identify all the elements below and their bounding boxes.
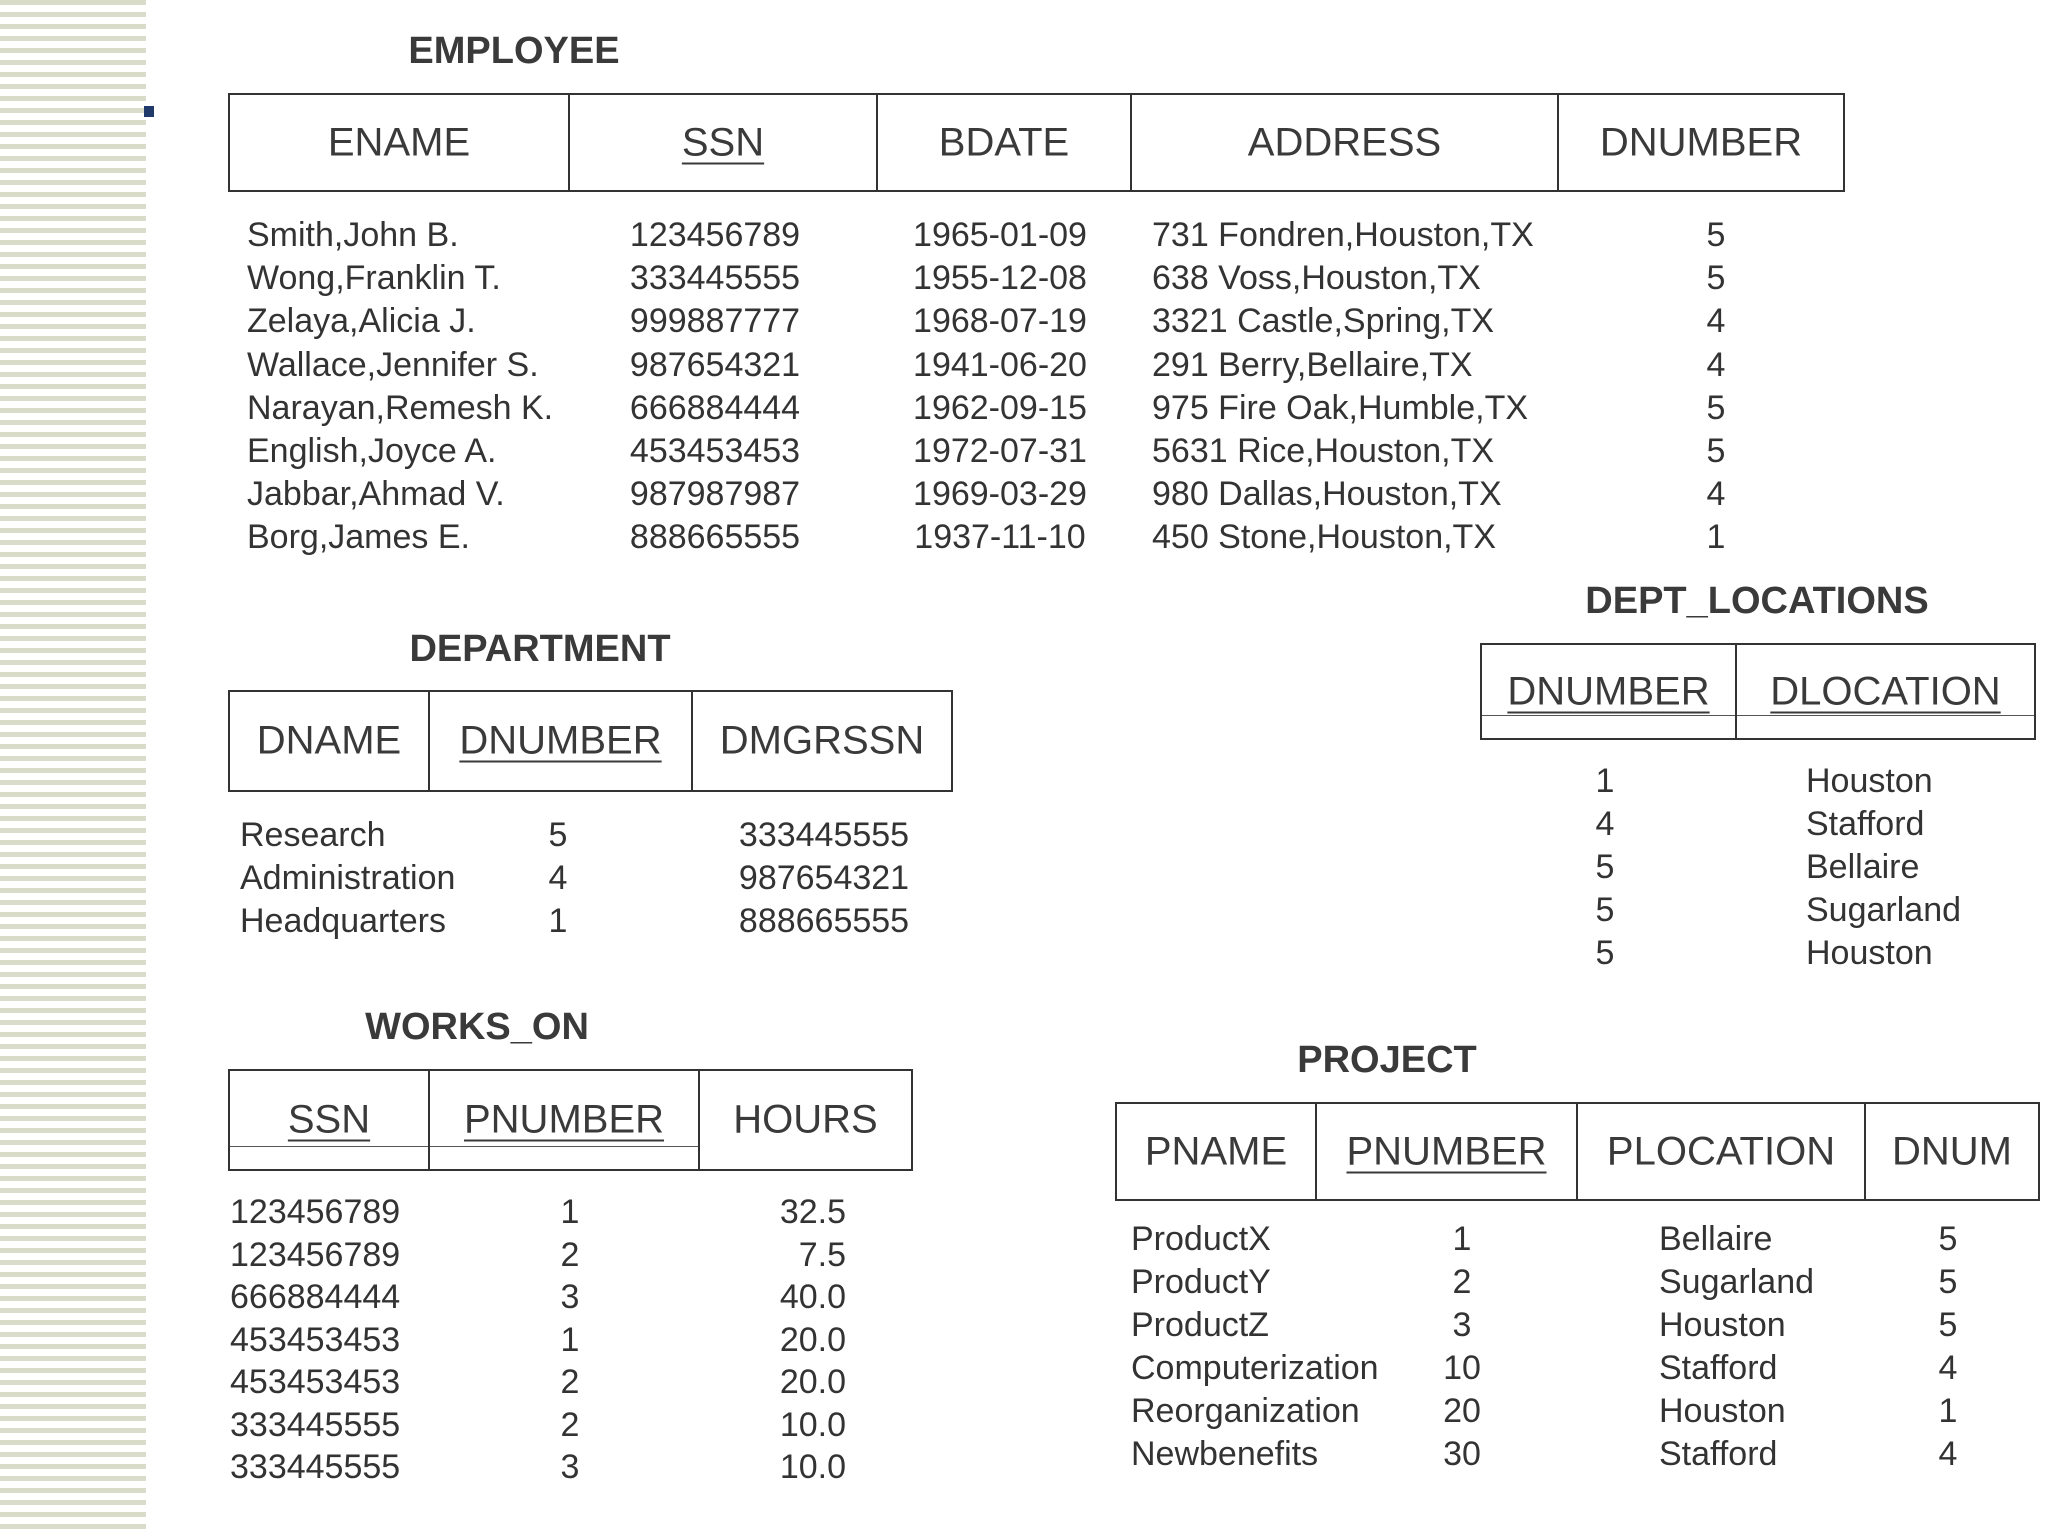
- employee-cell: Wallace,Jennifer S.: [247, 345, 539, 384]
- project-cell: 2: [1452, 1263, 1472, 1301]
- department-col-dname: DNAME: [230, 692, 430, 790]
- employee-cell: 453453453: [629, 432, 801, 470]
- dept-locations-col-dnumber: DNUMBER: [1482, 645, 1737, 738]
- employee-cell: 1941-06-20: [913, 345, 1087, 384]
- project-title: PROJECT: [1297, 1039, 1477, 1081]
- works-on-cell: 123456789: [230, 1235, 401, 1274]
- employee-title: EMPLOYEE: [408, 30, 620, 72]
- department-title: DEPARTMENT: [409, 628, 671, 670]
- project-cell: 4: [1938, 1349, 1958, 1387]
- employee-cell: 1965-01-09: [913, 216, 1087, 254]
- project-cell: ProductZ: [1131, 1306, 1269, 1344]
- employee-cell: Wong,Franklin T.: [247, 259, 501, 298]
- project-col-dnum: DNUM: [1892, 1129, 2012, 1173]
- employee-cell: 1962-09-15: [913, 388, 1087, 427]
- bullet-marker: [144, 106, 154, 117]
- project-cell: Stafford: [1659, 1349, 1778, 1387]
- employee-cell: 999887777: [629, 302, 801, 341]
- employee-cell: 1955-12-08: [913, 259, 1087, 298]
- project-cell: Bellaire: [1659, 1220, 1773, 1258]
- employee-cell: 5: [1706, 388, 1726, 427]
- project-cell: ProductX: [1131, 1220, 1271, 1258]
- decorative-stripes: [0, 0, 146, 1536]
- employee-cell: 1: [1706, 518, 1726, 557]
- works-on-cell: 2: [560, 1363, 580, 1401]
- employee-cell: 5631 Rice,Houston,TX: [1152, 432, 1495, 470]
- works-on-cell: 2: [560, 1405, 580, 1444]
- project-cell: 20: [1443, 1392, 1481, 1430]
- employee-cell: Smith,John B.: [247, 216, 459, 254]
- employee-cell: 638 Voss,Houston,TX: [1152, 259, 1481, 298]
- employee-cell: 450 Stone,Houston,TX: [1152, 518, 1497, 557]
- project-cell: Reorganization: [1131, 1392, 1360, 1430]
- project-cell: 1: [1452, 1220, 1472, 1258]
- department-header: [228, 690, 953, 792]
- employee-cell: 333445555: [629, 259, 801, 298]
- employee-cell: 980 Dallas,Houston,TX: [1152, 475, 1502, 514]
- employee-col-ssn: SSN: [570, 95, 878, 190]
- project-col-plocation: PLOCATION: [1578, 1104, 1866, 1199]
- works-on-cell: 333445555: [230, 1448, 401, 1486]
- employee-col-bdate: BDATE: [878, 95, 1132, 190]
- employee-col-dnumber: DNUMBER: [1599, 120, 1803, 164]
- department-cell: 987654321: [738, 859, 910, 897]
- employee-cell: 888665555: [629, 518, 801, 557]
- employee-cell: 731 Fondren,Houston,TX: [1152, 216, 1534, 254]
- project-col-pnumber: PNUMBER: [1317, 1104, 1578, 1199]
- employee-cell: 3321 Castle,Spring,TX: [1152, 302, 1495, 341]
- employee-cell: 4: [1706, 345, 1726, 384]
- dept-locations-col-dlocation: DLOCATION: [1737, 645, 2034, 738]
- works-on-cell: 20.0: [779, 1320, 846, 1359]
- dept-locations-cell: Bellaire: [1806, 848, 1920, 886]
- project-cell: Computerization: [1131, 1349, 1379, 1387]
- dept-locations-cell: Houston: [1806, 934, 1933, 972]
- employee-cell: 1937-11-10: [914, 518, 1086, 557]
- works-on-col-ssn: SSN: [230, 1071, 430, 1169]
- works-on-cell: 453453453: [230, 1320, 401, 1359]
- employee-cell: 987987987: [629, 475, 801, 514]
- project-cell: 5: [1938, 1220, 1958, 1258]
- works-on-cell: 40.0: [779, 1278, 846, 1316]
- works-on-cell: 123456789: [230, 1193, 401, 1231]
- project-cell: 5: [1938, 1263, 1958, 1301]
- dept-locations-cell: 5: [1595, 848, 1615, 886]
- employee-col-ename: ENAME: [230, 95, 570, 190]
- works-on-cell: 453453453: [230, 1363, 401, 1401]
- dept-locations-cell: 5: [1595, 934, 1615, 972]
- works-on-cell: 1: [560, 1320, 580, 1359]
- employee-cell: 123456789: [629, 216, 801, 254]
- dept-locations-cell: Sugarland: [1806, 891, 1962, 929]
- works-on-cell: 20.0: [779, 1363, 846, 1401]
- project-cell: 10: [1443, 1349, 1481, 1387]
- employee-cell: Narayan,Remesh K.: [247, 388, 554, 427]
- employee-cell: Borg,James E.: [247, 518, 470, 557]
- department-col-dnumber: DNUMBER: [430, 692, 693, 790]
- project-cell: Houston: [1659, 1306, 1786, 1344]
- works-on-cell: 2: [560, 1235, 580, 1274]
- works-on-cell: 1: [560, 1193, 580, 1231]
- works-on-cell: 666884444: [230, 1278, 401, 1316]
- project-cell: Newbenefits: [1131, 1435, 1319, 1473]
- project-cell: 4: [1938, 1435, 1958, 1473]
- department-cell: 333445555: [738, 816, 910, 854]
- employee-cell: Jabbar,Ahmad V.: [247, 475, 505, 514]
- project-cell: Stafford: [1659, 1435, 1778, 1473]
- works-on-title: WORKS_ON: [365, 1006, 589, 1048]
- dept-locations-cell: Stafford: [1806, 805, 1925, 843]
- dept-locations-cell: 5: [1595, 891, 1615, 929]
- employee-cell: Zelaya,Alicia J.: [247, 302, 476, 341]
- employee-header: [228, 93, 1845, 192]
- works-on-cell: 3: [560, 1278, 580, 1316]
- employee-cell: 291 Berry,Bellaire,TX: [1152, 345, 1473, 384]
- works-on-col-hours: HOURS: [733, 1097, 878, 1142]
- project-cell: Houston: [1659, 1392, 1786, 1430]
- works-on-cell: 10.0: [779, 1448, 846, 1486]
- employee-cell: 1969-03-29: [913, 475, 1087, 514]
- employee-cell: English,Joyce A.: [247, 432, 497, 470]
- employee-col-address: ADDRESS: [1132, 95, 1559, 190]
- project-cell: 1: [1938, 1392, 1958, 1430]
- employee-cell: 4: [1706, 475, 1726, 514]
- project-cell: 30: [1443, 1435, 1481, 1473]
- department-cell: 5: [548, 816, 568, 854]
- works-on-cell: 10.0: [779, 1405, 846, 1444]
- employee-cell: 5: [1706, 432, 1726, 470]
- employee-cell: 1972-07-31: [913, 432, 1087, 470]
- project-col-pname: PNAME: [1117, 1104, 1317, 1199]
- department-cell: Headquarters: [240, 902, 447, 940]
- dept-locations-title: DEPT_LOCATIONS: [1585, 580, 1929, 622]
- employee-cell: 666884444: [629, 388, 801, 427]
- works-on-cell: 32.5: [779, 1193, 846, 1231]
- employee-cell: 5: [1706, 216, 1726, 254]
- department-cell: 1: [548, 902, 568, 940]
- works-on-cell: 3: [560, 1448, 580, 1486]
- project-cell: 3: [1452, 1306, 1472, 1344]
- department-cell: 4: [548, 859, 568, 897]
- project-cell: ProductY: [1131, 1263, 1271, 1301]
- project-cell: 5: [1938, 1306, 1958, 1344]
- works-on-cell: 7.5: [798, 1235, 846, 1274]
- department-col-dmgrssn: DMGRSSN: [719, 718, 925, 763]
- project-cell: Sugarland: [1659, 1263, 1815, 1301]
- dept-locations-cell: 4: [1595, 805, 1615, 843]
- employee-cell: 987654321: [629, 345, 801, 384]
- works-on-col-pnumber: PNUMBER: [430, 1071, 700, 1169]
- employee-cell: 975 Fire Oak,Humble,TX: [1152, 388, 1529, 427]
- works-on-cell: 333445555: [230, 1405, 401, 1444]
- dept-locations-cell: 1: [1595, 762, 1615, 800]
- employee-cell: 1968-07-19: [913, 302, 1087, 341]
- department-cell: Administration: [240, 859, 456, 897]
- department-cell: Research: [240, 816, 386, 854]
- employee-cell: 4: [1706, 302, 1726, 341]
- dept-locations-header: [1480, 643, 2036, 740]
- dept-locations-cell: Houston: [1806, 762, 1933, 800]
- project-header: [1115, 1102, 2040, 1201]
- employee-cell: 5: [1706, 259, 1726, 298]
- works-on-header: [228, 1069, 913, 1171]
- department-cell: 888665555: [738, 902, 910, 940]
